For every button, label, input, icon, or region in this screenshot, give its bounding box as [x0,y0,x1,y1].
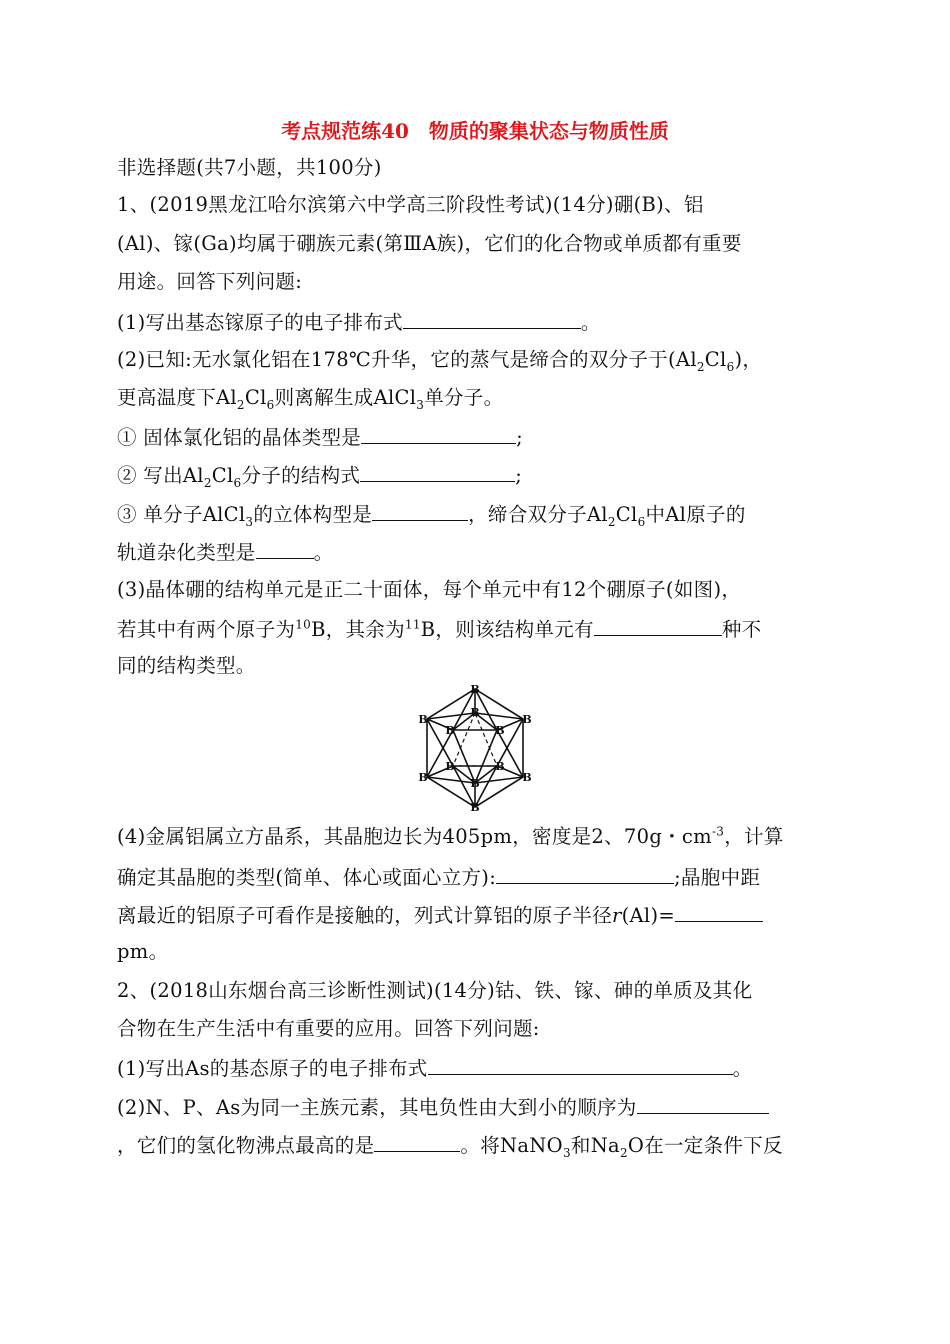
q1-intro-line-3: 用途。回答下列问题: [117,270,303,293]
atom-label: B [418,771,428,784]
q1-part-2-line-1: (2)已知:无水氯化铝在178℃升华，它的蒸气是缔合的双分子于$(Al_2Cl_6)$， [117,348,763,374]
q1-part-4-line-1: (4)金属铝属立方晶系，其晶胞边长为405pm，密度是2、70g・$cm^{-3}$，计算 [117,824,784,848]
answer-blank[interactable] [403,306,581,329]
q1-heading: 1、(2019黑龙江哈尔滨第六中学高三阶段性考试)(14分)硼(B)、铝 [117,193,704,216]
atom-label: B [445,724,455,737]
page-title: 考点规范练40 物质的聚集状态与物质性质 [281,119,669,143]
atom-label: B [522,713,532,726]
atom-label: B [495,724,505,737]
q2-part-2-line-2: ，它们的氢化物沸点最高的是 。将NaNO$_3$和$Na_2O$在一定条件下反 [117,1129,783,1161]
q1-part-2-line-2: 更高温度下$Al_2Cl_6$则离解生成AlCl$_3$单分子。 [117,386,504,412]
atom-label: B [470,683,480,696]
q1-part-4-line-4: pm。 [117,940,169,963]
answer-blank[interactable] [372,498,468,521]
q1-part-1: (1)写出基态镓原子的电子排布式 。 [117,306,601,338]
answer-blank[interactable] [374,1129,460,1152]
atom-label: B [445,760,455,773]
atom-label: B [470,801,480,813]
atom-label: B [470,706,480,719]
q1-part-2-item-3-cont: 轨道杂化类型是 。 [117,536,333,568]
answer-blank[interactable] [360,459,515,482]
atom-label: B [470,777,480,790]
q2-part-2-line-1: (2)N、P、As为同一主族元素，其电负性由大到小的顺序为 [117,1091,769,1123]
q1-part-4-line-3: 离最近的铝原子可看作是接触的，列式计算铝的原子半径r(Al)= [117,899,763,931]
q1-part-3-line-1: (3)晶体硼的结构单元是正二十面体，每个单元中有12个硼原子(如图)， [117,578,742,601]
answer-blank[interactable] [428,1052,733,1075]
q1-intro-line-2: (Al)、镓(Ga)均属于硼族元素(第ⅢA族)，它们的化合物或单质都有重要 [117,232,742,255]
answer-blank[interactable] [496,861,674,884]
q2-intro-line-2: 合物在生产生活中有重要的应用。回答下列问题: [117,1017,540,1040]
section-heading: 非选择题(共7小题，共100分) [117,156,382,179]
q1-part-2-item-1: ① 固体氯化铝的晶体类型是 ; [117,421,523,453]
q1-part-3-line-3: 同的结构类型。 [117,654,256,677]
q2-heading: 2、(2018山东烟台高三诊断性测试)(14分)钴、铁、镓、砷的单质及其化 [117,979,753,1002]
q1-part-2-item-2: ② 写出$Al_2Cl_6$分子的结构式 ; [117,459,522,491]
answer-blank[interactable] [361,421,516,444]
answer-blank[interactable] [594,613,722,636]
atom-label: B [495,760,505,773]
answer-blank[interactable] [256,536,314,559]
answer-blank[interactable] [637,1091,769,1114]
q1-part-3-line-2: 若其中有两个原子为$^{10}$B，其余为$^{11}$B，则该结构单元有 种不 [117,613,761,645]
q1-part-2-item-3: ③ 单分子AlCl$_3$的立体构型是 ，缔合双分子$Al_2Cl_6$中Al原子的 [117,498,746,530]
answer-blank[interactable] [675,899,763,922]
atom-label: B [522,771,532,784]
boron-icosahedron-figure [410,683,540,813]
q2-part-1: (1)写出As的基态原子的电子排布式 。 [117,1052,752,1084]
q1-part-4-line-2: 确定其晶胞的类型(简单、体心或面心立方): ;晶胞中距 [117,861,760,893]
atom-label: B [418,713,428,726]
